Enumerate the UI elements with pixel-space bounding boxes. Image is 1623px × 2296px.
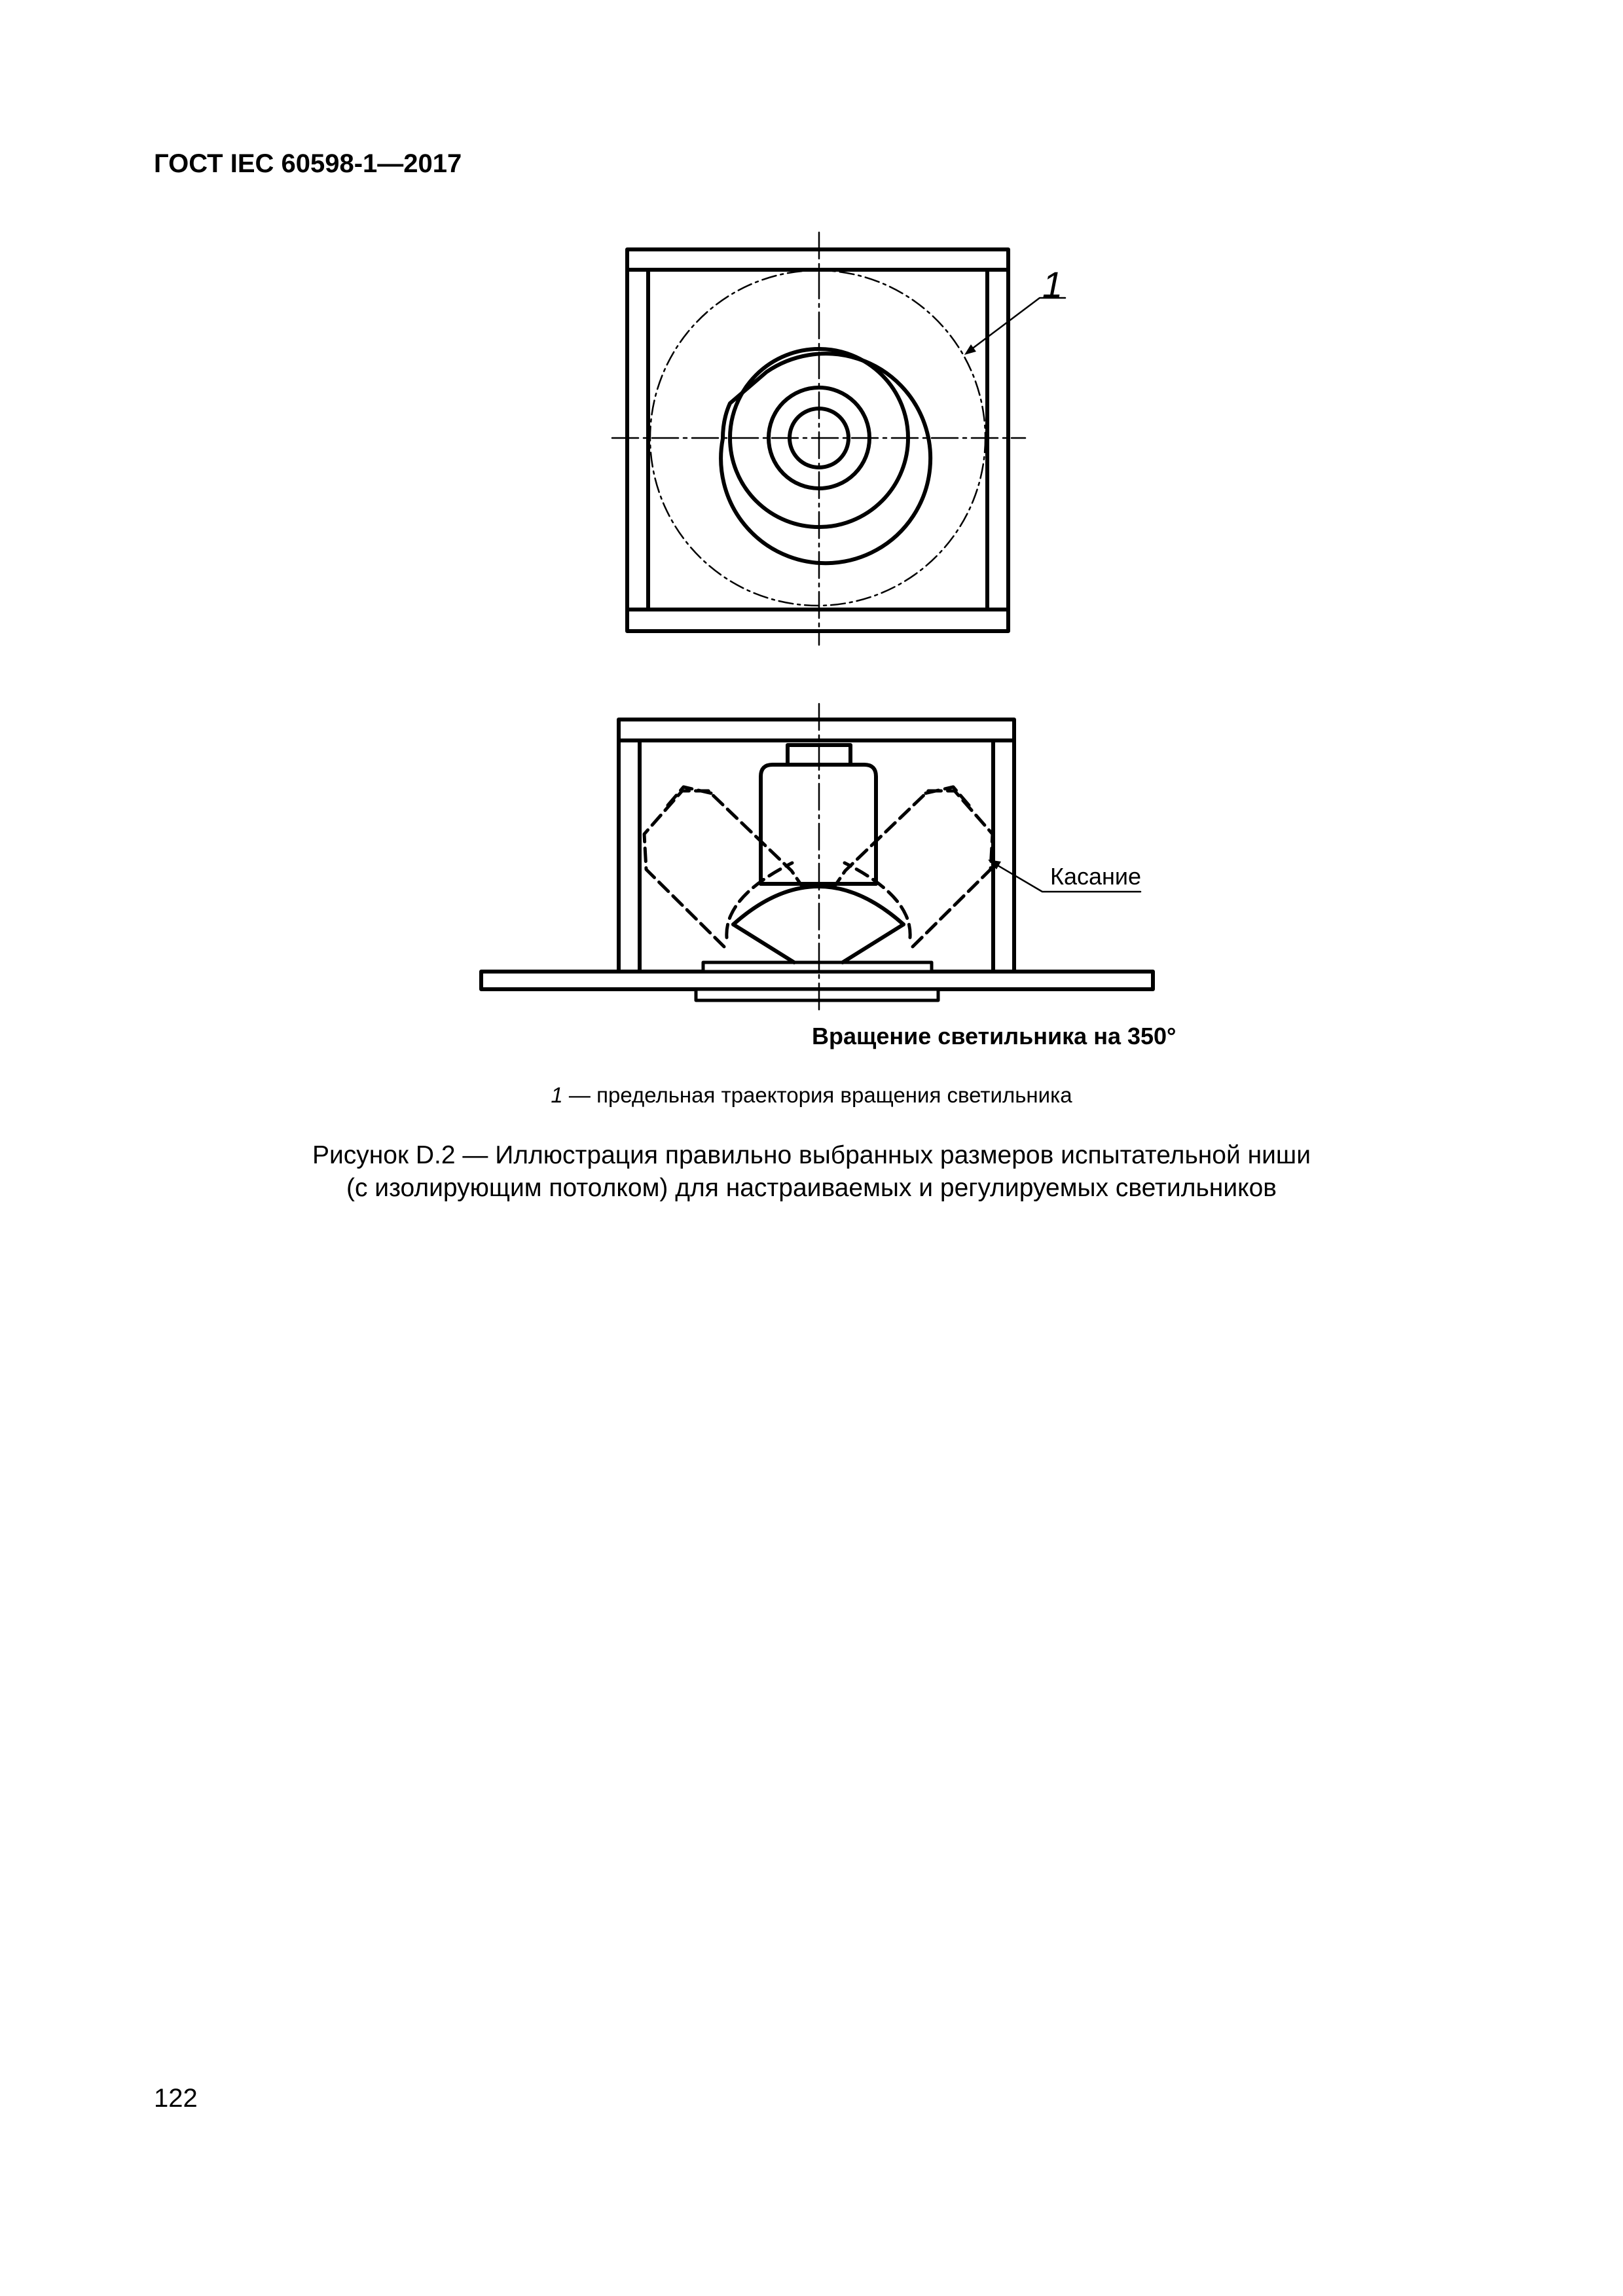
mounting-plate-upper <box>703 962 932 972</box>
callout-leader-1 <box>968 298 1065 352</box>
mounting-plate-lower <box>696 989 938 1000</box>
luminaire-base-left <box>733 924 794 962</box>
document-header: ГОСТ IEC 60598-1—2017 <box>154 149 462 178</box>
niche-ceiling <box>619 720 1014 740</box>
touch-label: Касание <box>1050 863 1142 890</box>
niche-outer-frame <box>627 249 1008 631</box>
callout-arrowhead-1 <box>964 344 976 355</box>
mounting-board <box>481 972 1153 989</box>
callout-number-1: 1 <box>1042 264 1063 305</box>
rotation-label: Вращение светильника на 350° <box>812 1023 1176 1049</box>
luminaire-outer-contour <box>721 354 930 563</box>
page-number: 122 <box>154 2084 198 2113</box>
figure-caption <box>0 1139 1623 1205</box>
luminaire-base-right <box>843 924 903 962</box>
legend-text: — предельная траектория вращения светильника <box>562 1083 1072 1107</box>
caption-line-1: Рисунок D.2 — Иллюстрация правильно выбранных размеров испытательной ниши <box>312 1141 1311 1169</box>
figure-legend <box>0 1083 1623 1108</box>
legend-key: 1 <box>551 1083 563 1107</box>
section-view <box>481 704 1153 1011</box>
top-view <box>612 232 1065 645</box>
caption-line-2: (с изолирующим потолком) для настраиваемых и регулируемых светильников <box>346 1174 1277 1202</box>
